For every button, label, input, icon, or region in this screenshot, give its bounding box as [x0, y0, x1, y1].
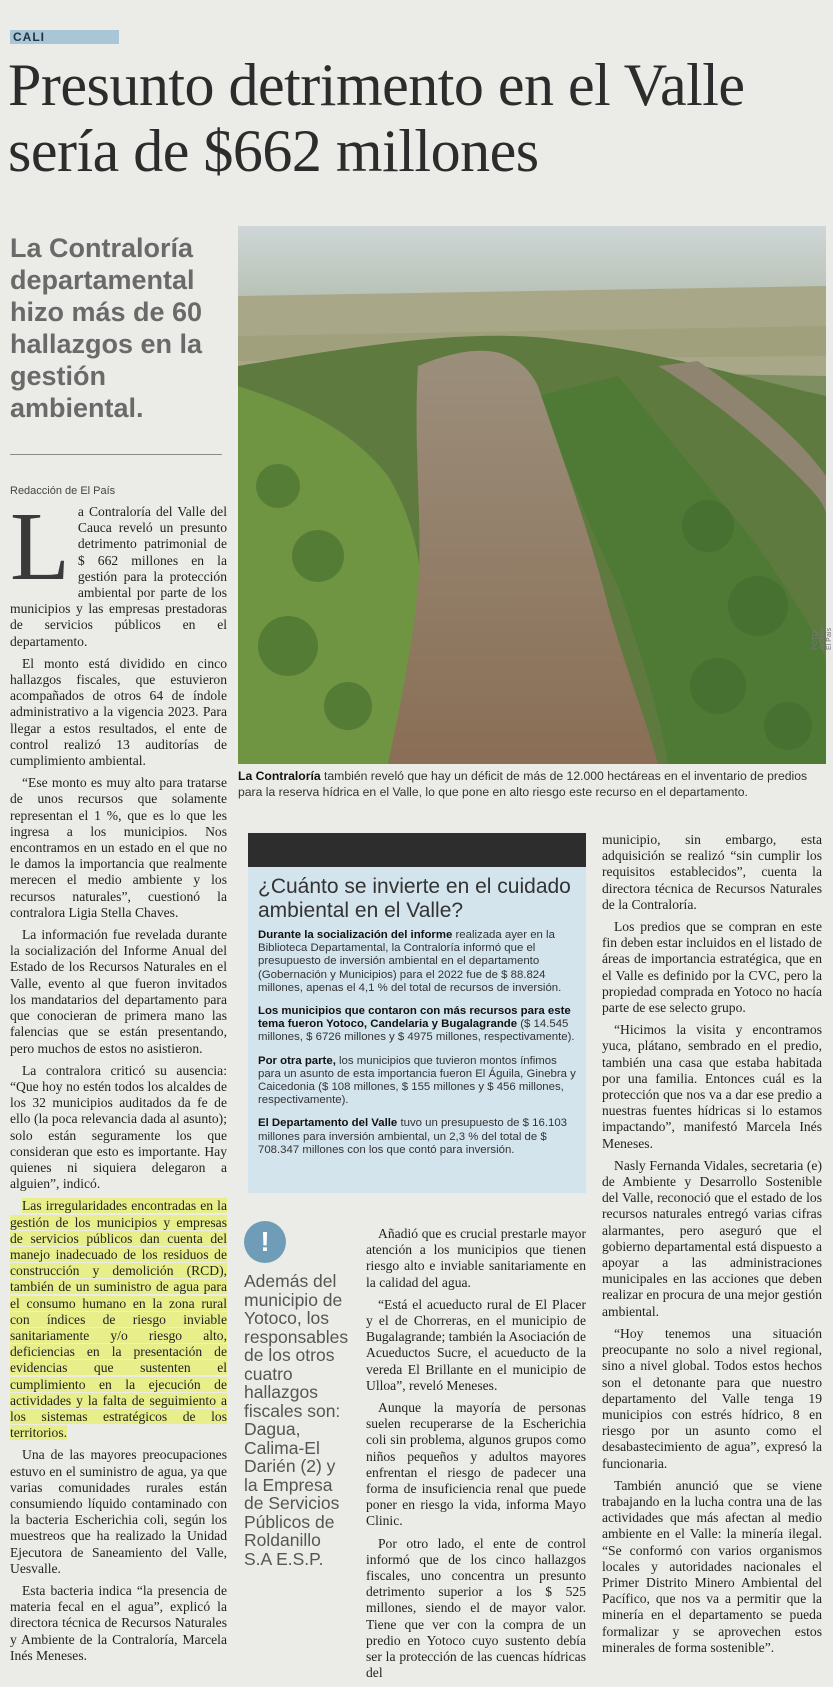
deck-subtitle: La Contraloría departamental hizo más de 60 hallazgos en la gestión ambiental. — [10, 233, 203, 423]
byline: Redacción de El País — [10, 485, 116, 497]
paragraph: La información fue revelada durante la socialización del Informe Anual del Estado de los Recursos Naturales en el Valle, evento al que fueron invitados los mandatarios del departamento para que conocieran de primera mano las falencias que se están presentando, pero muchos de estos no asistieron. — [10, 927, 227, 1056]
sidebar-quote: Además del municipio de Yotoco, los responsables de los otros cuatro hallazgos fiscales son: Dagua, Calima-El Darién (2) y la Empresa de Servicios Públicos de Roldanillo S.A E.S.P. — [244, 1271, 349, 1569]
paragraph: Esta bacteria indica “la presencia de materia fecal en el agua”, explicó la directora técnica de Recursos Naturales y Ambiente de la Contraloría, Marcela Inés Meneses. — [10, 1583, 227, 1663]
info-box-item — [248, 923, 586, 999]
drop-cap: L — [10, 493, 70, 601]
paragraph: Aunque la mayoría de personas suelen recuperarse de la Escherichia coli sin problema, algunos grupos como niños pequeños y adultos mayores enfrentan el riesgo de padecer una forma de insuficiencia renal que puede poner en riesgo la vida, informa Mayo Clinic. — [366, 1400, 586, 1529]
article-column-4 — [602, 832, 822, 1662]
paragraph: El monto está dividido en cinco hallazgos fiscales, que estuvieron acompañados de otros 64 de índole administrativo a la vigencia 2023. Para llegar a estos resultados, el ente de control realizó 13 auditorías de cumplimiento ambiental. — [10, 655, 227, 769]
info-box-item — [248, 999, 586, 1049]
info-box-item-text: realizada ayer en la Biblioteca Departamental, la Contraloría informó que el presupuesto de inversión ambiental en el departamento (Gobernación y Municipios) para el 2022 fue de $ 88.824 millones, apenas el 4,1 % del total de recursos de inversión. — [258, 929, 562, 994]
caption-text: también reveló que hay un déficit de más de 12.000 hectáreas en el inventario de predios para la reserva hídrica en el Valle, lo que pone en alto riesgo este recurso en el departamento. — [238, 769, 808, 799]
paragraph: municipio, sin embargo, esta adquisición se realizó “sin cumplir los requisitos establecidos”, cuenta la directora técnica de Recursos Naturales de la Contraloría. — [602, 832, 822, 912]
info-box-item-text: tuvo un presupuesto de $ 16.103 millones para inversión ambiental, un 2,3 % del total de $ 708.347 millones con los que contó para inversión. — [258, 1117, 568, 1156]
paragraph: “Ese monto es muy alto para tratarse de unos recursos que solamente representan el 1 %, que es lo que les ingresa a los municipios. Nos encontramos en un estado en el que no le damos la importancia que realmente merecen el medio ambiente y los recursos naturales”, cuestionó la contralora Ligia Stella Chaves. — [10, 775, 227, 920]
headline: Presunto detrimento en el Valle sería de $662 millones — [8, 52, 745, 184]
info-box-item — [248, 1049, 586, 1112]
photo-illustration — [238, 226, 826, 764]
info-box-item-text: los municipios que tuvieron montos ínfimos para un asunto de esta importancia fueron El Águila, Ginebra y Caicedonia ($ 108 millones, $ 155 millones y $ 456 millones, respectivamente). — [258, 1054, 576, 1107]
photo-credit: FOTO: Archivo El País — [812, 626, 833, 650]
box-header-bar — [248, 833, 586, 867]
section-tag: CALI — [10, 30, 119, 44]
highlight: Las irregularidades encontradas en la gestión de los municipios y empresas de servicios públicos dan cuenta del manejo inadecuado de los residuos de construcción y demolición (RCD), también de un suministro de agua para el consumo humano en la zona rural con índices de riesgo inviable sanitariamente y/o riesgo alto, deficiencias en la presentación de evidencias que sustenten el cumplimiento en la ejecución de actividades y la falta de seguimiento a los sistemas estratégicos de los territorios. — [10, 1198, 227, 1441]
paragraph: Los predios que se compran en este fin deben estar incluidos en el listado de áreas de importancia estratégica, que en el Valle es definido por la CVC, pero la propiedad comprada en Yotoco no hacía parte de ese selecto grupo. — [602, 919, 822, 1016]
highlighted-paragraph — [10, 1198, 227, 1441]
info-box-item-lead: Durante la socialización del informe — [258, 929, 453, 941]
paragraph: Nasly Fernanda Vidales, secretaria (e) de Ambiente y Desarrollo Sostenible del Valle, reconoció que el estado de los recursos naturales entregó varias cifras alarmantes, pero aseguró que el gobierno departamental está dispuesto a apoyar a las administraciones municipales en las acciones que deben realizar en procura de una mejor gestión ambiental. — [602, 1157, 822, 1319]
info-box-item — [248, 1111, 586, 1161]
info-box-item-lead: Por otra parte, — [258, 1054, 336, 1067]
paragraph: También anunció que se viene trabajando en la lucha contra una de las actividades que más afectan al medio ambiente en el Valle: la minería ilegal. “Se conformó con varios organismos locales y autoridades nacionales el Primer Distrito Minero Ambiental del Pacífico, que nos va a permitir que la minería en el departamento se pueda formalizar y se aprovechen estos minerales de forma sostenible”. — [602, 1477, 822, 1655]
exclamation-icon: ! — [244, 1221, 286, 1263]
photo-caption — [238, 768, 826, 800]
paragraph: “Hicimos la visita y encontramos yuca, plátano, sembrado en el predio, también una casa que estaba habitada por una familia. Entonces cuál es la protección que nos va a dar ese predio a nuestras fuentes hídricas si lo estamos impactando”, manifestó Marcela Inés Meneses. — [602, 1022, 822, 1151]
info-box-item-lead: El Departamento del Valle — [258, 1117, 398, 1130]
info-box-item-text: ($ 14.545 millones, $ 6726 millones y $ 4975 millones, respectivamente). — [258, 1018, 575, 1044]
info-box-title: ¿Cuánto se invierte en el cuidado ambiental en el Valle? — [258, 875, 571, 922]
paragraph: La contralora criticó su ausencia: “Que hoy no estén todos los alcaldes de los 32 municipios auditados da fe de ello (la poca relevancia dada al asunto); solo están seguramente los que consideran que esto es importante. Hay quienes ni siquiera delegaron a alguien”, indicó. — [10, 1062, 227, 1192]
paragraph: Por otro lado, el ente de control informó que de los cinco hallazgos fiscales, uno concentra un presunto detrimento superior a los $ 525 millones, siendo el de mayor valor. Tiene que ver con la compra de un predio en Yotoco cuyo sustento debía ser la protección de las cuencas hídricas del — [366, 1535, 586, 1681]
paragraph-text: a Contraloría del Valle del Cauca reveló un presunto detrimento patrimonial de $ 662 millones en la gestión para la protección ambiental por parte de los municipios y las empresas prestadoras de servicios públicos en el departamento. — [10, 504, 227, 649]
article-column-3 — [366, 1226, 586, 1687]
paragraph: “Hoy tenemos una situación preocupante no solo a nivel regional, sino a nivel global. Todos estos hechos son el detonante para que nuestro departamento del Valle tenga 19 municipios con estrés hídrico, 8 en riesgo por un asunto como el desabastecimiento de agua”, expresó la funcionaria. — [602, 1325, 822, 1471]
lead-paragraph — [10, 493, 227, 650]
article-column-1 — [10, 493, 227, 1670]
caption-lead: La Contraloría — [238, 769, 321, 783]
paragraph: “Está el acueducto rural de El Placer y el de Chorreras, en el municipio de Bugalagrande; también la Asociación de Acueductos Sucre, el acueducto de la vereda El Brillante en el municipio de Ulloa”, reveló Meneses. — [366, 1296, 586, 1393]
info-box — [248, 867, 586, 1193]
paragraph: Añadió que es crucial prestarle mayor atención a los municipios que tienen riesgo alto e inviable sanitariamente en la calidad del agua. — [366, 1226, 586, 1290]
info-box-item-lead: Los municipios que contaron con más recursos para este tema fueron Yotoco, Candelaria y Bugalagrande — [258, 1005, 571, 1031]
paragraph: Una de las mayores preocupaciones estuvo en el suministro de agua, ya que varias comunidades rurales están consumiendo líquido contaminado con la bacteria Escherichia coli, según los muestreos que ha realizado la Unidad Ejecutora de Saneamiento del Valle, Uesvalle. — [10, 1447, 227, 1576]
divider — [10, 454, 222, 455]
river-aerial-photo — [238, 226, 826, 764]
